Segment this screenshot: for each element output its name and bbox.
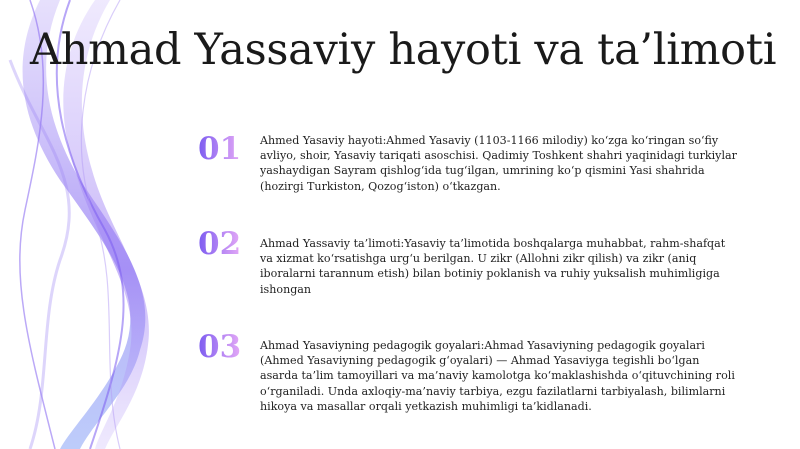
item-number: 03 xyxy=(198,329,242,365)
item-number: 01 xyxy=(198,131,242,167)
item-text: Ahmad Yasaviyning pedagogik goyalari:Ahmad Yasaviyning pedagogik goyalari (Ahmed Yasaviyning pedagogik g‘oyalari) — Ahmad Yasaviyga tegishli bo‘lgan asarda ta’lim tamoyillari va ma’naviy kamolotga ko‘maklashishda o‘qituvchining roli o‘rganiladi. Unda axloqiy-ma’naviy tarbiya, ezgu fazilatlarni tarbiyalash, bilimlarni hikoya va masallar orqali yetkazish muhimligi ta’kidlanadi. xyxy=(260,339,735,413)
item-text: Ahmad Yassaviy ta’limoti:Yasaviy ta’limotida boshqalarga muhabbat, rahm-shafqat va xizmat ko‘rsatishga urg‘u berilgan. U zikr (Allohni zikr qilish) va zikr (aniq iboralarni tarannum etish) bilan botiniy poklanish va ruhiy yuksalish muhimligiga ishongan xyxy=(260,237,726,296)
item-number: 02 xyxy=(198,226,242,262)
slide-title: Ahmad Yassaviy hayoti va ta’limoti xyxy=(30,25,777,75)
item-text: Ahmed Yasaviy hayoti:Ahmed Yasaviy (1103-1166 milodiy) ko‘zga ko‘ringan so‘fiy avliyo, shoir, Yasaviy tariqati asoschisi. Qadimiy Toshkent shahri yaqinidagi turkiylar yashaydigan Sayram qishlog‘ida tug‘ilgan, umrining ko‘p qismini Yasi shahrida (hozirgi Turkiston, Qozog‘iston) o‘tkazgan. xyxy=(260,134,737,193)
